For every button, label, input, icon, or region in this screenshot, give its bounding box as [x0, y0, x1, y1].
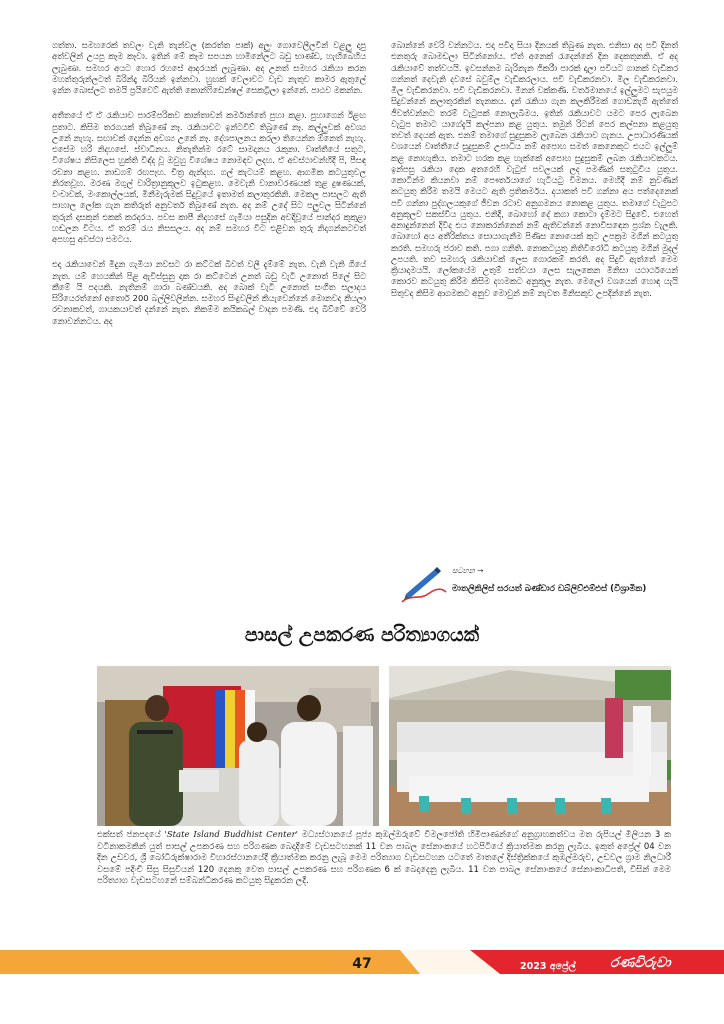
caption-body: මධ්‍යස්ථානයේ පූජ්‍ය කුඹල්ඔරුවේ විමලජෝති හිමිපාණන්ගේ අනුග්‍රාහකත්වය මත රුපියල් මිලියන 3 ක වටිනාකමකින් යුත් පාසල් උපකරණ සහ පරිගණක බෙදාදීමේ වැඩසටහනක් 11 වන පාබල සේනාංකයේ හටපිටියේ ක්‍රියාත්මක කරනු ලැබිය. ඉකුත් අප්‍රේල් 04 වන දින උඩවර, ශ්‍රී බෝධිරුක්ෂාරාම විහාරස්ථානයේදී ක්‍රියාත්මක කරනු ලැබූ මෙම පරිත්‍යාග වැඩසටහන යටතේ මාතලේ දිස්ත්‍රික්කයේ කුඹල්ඔරුව, උඩවල ග්‍රාම නිලධාරී වසමේ පදිංචි සිසු සිසුවියන් 120 දෙනකු වෙත පාසල් උපකරණ සහ පරිගණක 6 ක් බෙදාදෙනු ලැබිය. 11 වන පාබල සේනාංකයේ සේනාංකාධිපති, විසින් මෙම පරිත්‍යාග වැඩසටහනේ සම්බන්ධීකරණ කටයුතු සිදුකරන ලදී. [97, 830, 671, 887]
pen-icon [398, 564, 448, 608]
article-paragraph: බොන්නේ වෙරි වන්නටය. එදා පවිදා සියා දිනයක් තිබුණ නැත. එනිසා අද පවි දිනත් එනතුරු බොමඩලා සිටින්නෝය. ඒත් අනෙක් රැදෙන්නේ දින දෙකතුනකි. ඒ අද රැකියාවේ තත්වයයි. ඉවසන්නම බැරිනැන ජිකරීා පාරක් දාලා පවියට ගානක් වැඩිකර ගන්නත් දෙවැනි දවසේ බවුම්ල වැඩිකරලාය. පවි වැඩිකරනවා. මිල වැඩිකරනවා. මිල වැඩිකරනවා. පවි වැඩිකරනවා. මිනන් වක්කණි. වර්තමානයේ ඉල්ලුමට සැපයුම සිදුවන්නේ කලාතුරකින් තැනකය. දැන් රැකියා ගැන කලකිරීමක් ගොඩනැගී ඇත්තේ ජීවත්වන්නට තරම් වැටුපක් නොලැබීමය. ඉතින් රැකියාවට යමට පෙර ලැබෙන වැටුප තමාට යාගේදැයි කල්පනා කළ යුතුය. තමුන් රිටන් පෙර කල්පනා කළයුතු තවත් දෙයක් ඇත. එනම් තමාගේ සුදුසුකම ලැබෙන රැකියාව ගැනය. උපාධාරණියක් වශයෙන් වෘත්තීයේ සුදුසුකම් උපාධිය නම් අපොහ සමත් කෙනෙකුට එයට ඉල්ලුම් කළ නොහැකිය. තමාට හරක කළ හැක්කේ අපොහ සුදුසුකම් ලබන රැකියාවකටය. ඉන්පසු රැකියා දෙක අතරෙහි වැටුප් පවලයක් ලද පමණින් සතුටුවිය යුතුය. කොටින්ම කියනවා නම් පෞර්තයාගේ හැටියටු විමනය. මෙහිදී නම් නුවණින් කටයුතු කිරීම තමයි මෙයට ඇති ප්‍රතිකර්මය. දයාකත් පවි ගන්නා අය පත්දෙනෙක් පවි ගන්නා පුද්ගලයකුගේ ජීවන රටාව අනුගමනය නොකළ යුතුය. තමාගේ වැටුපට අනුකූලව සකස්විය යුතුය. එනිදී, බොහෝ දේ කගා කොටා දැම්මට සිදුවේ. එහෙත් අනාදුන්නෙන් දිවිද එය නොකරන්නෙන් නම් ඇතිවන්නේ නොවිසඳෙන ප්‍රශ්න වැලකි. බොහෝ අය අතීරික්තය සොයාගැනීම පිණිස නොයෙක් කුට උපක්‍රම මගින් කටයුතු කරති. සමහරු ජරාව කති. පගා ගනිති. නොකටයුතු නිතිවිරෝධි කටයුතු මගින් මුදල් උපයති. තව සමහරු රැකියාවක් ලෙස ගොරකම් කරති. අද සිදුවී ඇත්තේ මෙම ක්‍රියාදාමයයි. ලෝකයේම උතුම් සත්වයා ලෙස සැලකෙන මිනිසා යථාර්ථයෙන් කොරව කටයුතු කිරීම කිසිම දහමකට අනුකූල නැත. මෙලෝ වශයෙන් හොඳ යැයි සිතුවද කිසිම ආගමකට අනුව මොවුන් නම් නැවත මිනිසකුව උපදින්නේ නැත. [391, 40, 678, 298]
article-paragraph: ගත්තා. සමහරෙක් තවලං වැනි තැන්වල (කරත්ත පාක්) අලුං ගොවෙලීලවින් වළලු දාපු අත්වලින් උයපු කෑම කෑවා. ඉතින් මේ කෑම සපයන හාමිනේලට බඩු භාණ්ඩ, හැඟිබෙහිය ලැබුණා. සමහර අයට හොර රහසේ ආදරයක් ලැබුණා. අද උනත් සමහර රැකියා කරන මහත්තුරුන්ලටත් බිරින්දෑ බිරියන් ඉන්නවා. හුඟක් වෙලාවට වැඩ නැතුව කාමර ඇතුලේ ඉන්න බොස්ලට තමයි ප්‍රයිවෙට් ඇත්ති කොන්ෆිඩෙන්ෂල් සෙකට්‍රිලා ඉන්නේ. පාඨව මකන්න. [52, 40, 366, 95]
article-right-column [391, 40, 678, 313]
author-signature [398, 560, 688, 612]
article-paragraph: අතීතයේ ඒ ඒ රැකියාව පාරම්පරිකව කාන්තාවන් කර්මාන්තේ පුහා කළා. පුහාගෙන් ඊළඟ පුතාට. කිසිම තරගයක් තිබුණේ නෑ. රැකියාවට ඉන්ටවිව් තිබුණේ නෑ. කල්ලුවක් අවශ්‍ය උනේ නැහැ. සඟාවක් දෙන්න අවශ්‍ය උනේ නෑ. දේශපාලනය කරලා තියෙන්න ඕනෙත් නැහැ. එසේම හරි නිදහසේ. ස්වාධීනය. නිතැතින්ම රටේ සාමදානය රැකුනා. වෘත්තීයේ සතුට, විශේෂය නිසිලෙස හුක්ති විඳ්ද වූ ඔවුහු විශේෂය නොමඳව ලදහ. ඒ අවස්ථාවන්හිදී පි, පීසඳ රචනා කළහ. නාඩගම් රඟපෑහ. චිත්‍ර ඇන්දහ. ගල් කැටයම් කළහ. ආගමික කටයුතුවල නිරතවූහ. මරණ මගුල් වාරිත්‍රානුකූලව ඉටුකළහ. මෙවැනි වානාවරණයක් තුළ දුෂණයක්, වංචාවක්, මංකොල්ලයක්, මිනීමැරුමක් සිදුවූයේ ඉතාමත් කලාතුරකිනි. මෙකල පාසලට ඇති පාහාල ලෝක ගැන කතිරුත් අනුවර්ත තිබුණේ නැත. අද නම් උදේ සිට පලුවල සිටින්නේ තුරුන් දාසකුන් එකක් කරදරය. පවස කාපී නිදහසේ ගැමියා පසුදින අවදිවූයේ පාන්දර කුකුළා හඬලන විටය. ඒ තරම් රැය නිසසලය. අද නම් සමහර විට එළිවන තුරු නිදාගන්නටවත් අපහසු අවස්ථා එමටය. [52, 110, 366, 244]
article-paragraph: එදා රැකියාවෙන් මිදුන ගැමියා නවසට රා කට්ටක් බිවත් වලී දැම්මේ නැත. වැනි වැනි ගියේ නැත. යම් හෙයකින් පිළ ඇවිස්සුනු දාක රා කට්ටෙන් උනත් බඩු වැටි උනොත් පිලේ සිට කීමේ යි පදයකි. නැතිනම් ගාරා බණ්ඩයකි. අද බොක් වැටි උනොත් සංගීත සලාදය සිරියෙරත්නෝ අතොර් 200 බල්ලිවලින්න. සමහර සිංදුවලින් කියැවෙන්නේ මොනවද කියලා රචනාකවත්, ගායකයාවත් දන්නේ නැත. නිකම්ම කයිකබල් වාදන පමණි. එදා බිව්වේ වෙරි නොවන්නටය. අද [52, 259, 366, 326]
signature-label: සටහන → [452, 566, 484, 575]
caption-organization: 'State Island Buddhist Center' [164, 830, 298, 840]
magazine-logo: රණවිරුවා [610, 955, 671, 971]
page-number: 47 [352, 956, 372, 972]
caption-prefix: එක්සත් ජනපදයේ [97, 830, 165, 840]
feature-headline: පාසල් උපකරණ පරිත්‍යාගයක් [244, 624, 480, 646]
photo-caption [97, 830, 671, 888]
photo-students-gathering [389, 666, 671, 826]
issue-date: 2023 අප්‍රේල් [520, 961, 576, 972]
photo-donation-handover [97, 666, 379, 826]
article-left-column [52, 40, 366, 341]
author-name: මාතලිකිලිස් සරයත් ඛණ්ඩාර ඩබ්ලිව්එම්එස් (විශ්‍රාමික) [452, 584, 647, 594]
